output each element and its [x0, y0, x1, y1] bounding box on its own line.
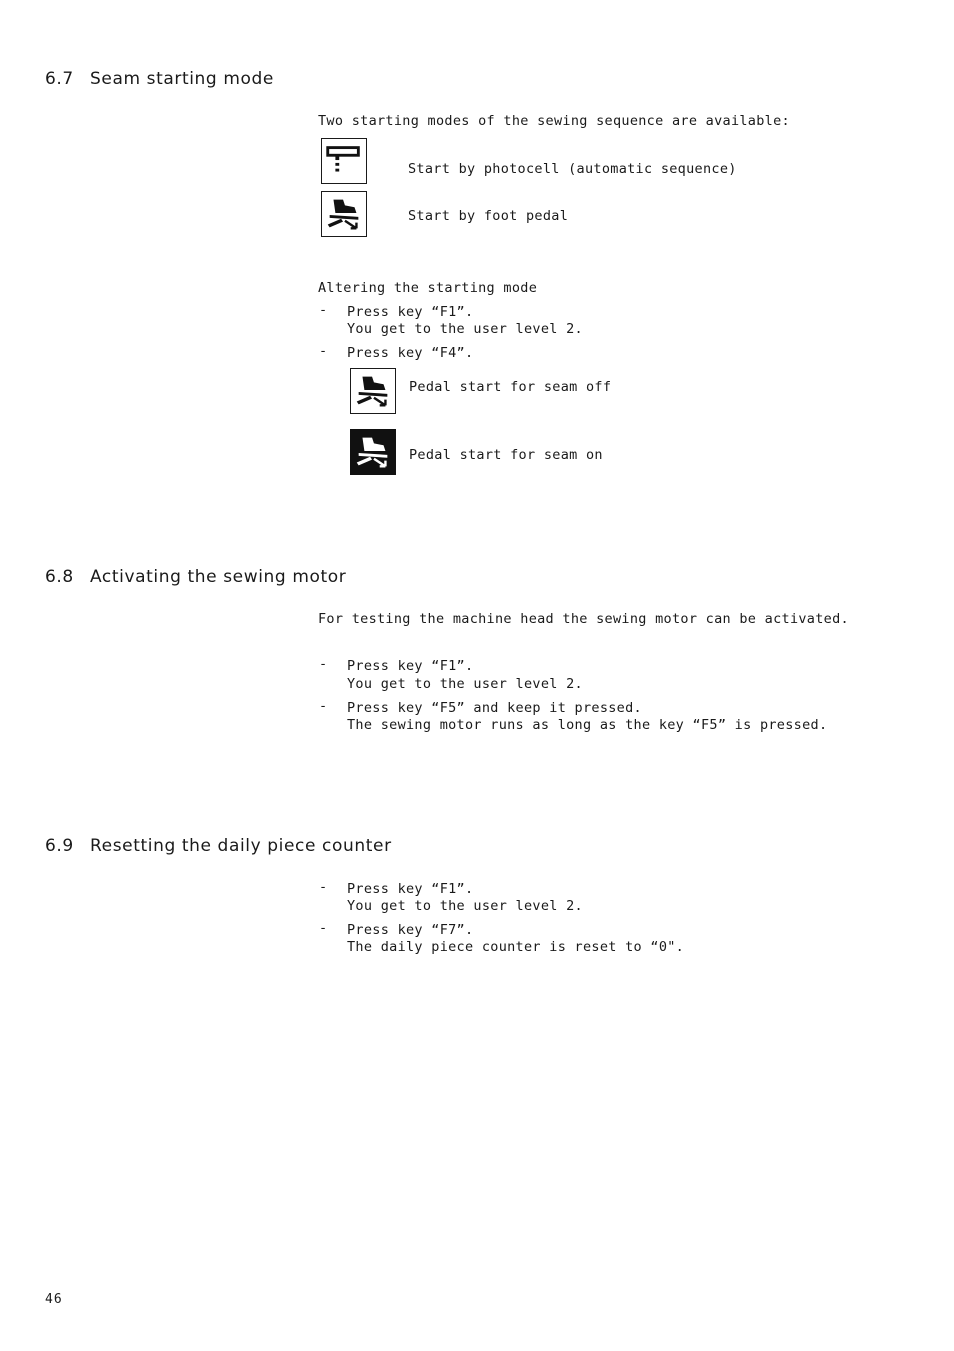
- section-number: 6.8: [45, 567, 74, 587]
- step-line: The sewing motor runs as long as the key “F5” is pressed.: [347, 717, 828, 733]
- step-line: Press key “F1”.: [347, 658, 474, 674]
- section-heading-6-9: [45, 836, 392, 856]
- section-heading-6-7: [45, 69, 274, 89]
- step-line: You get to the user level 2.: [347, 321, 583, 337]
- section-title: Seam starting mode: [90, 69, 274, 89]
- section-number: 6.9: [45, 836, 74, 856]
- mode-label-foot-pedal: Start by foot pedal: [408, 208, 569, 224]
- step-line: Press key “F4”.: [347, 345, 474, 361]
- step-dash: -: [319, 879, 328, 895]
- section-intro: Two starting modes of the sewing sequence are available:: [318, 113, 790, 129]
- step-line: Press key “F1”.: [347, 304, 474, 320]
- step-dash: -: [319, 698, 328, 714]
- step-dash: -: [319, 656, 328, 672]
- section-heading-6-8: [45, 567, 346, 587]
- step-line: Press key “F7”.: [347, 922, 474, 938]
- step-line: You get to the user level 2.: [347, 676, 583, 692]
- page-number: 46: [45, 1292, 63, 1307]
- pedal-label-off: Pedal start for seam off: [409, 379, 612, 395]
- step-line: The daily piece counter is reset to “0".: [347, 939, 685, 955]
- mode-label-photocell: Start by photocell (automatic sequence): [408, 161, 737, 177]
- step-dash: -: [319, 302, 328, 318]
- step-line: Press key “F5” and keep it pressed.: [347, 700, 642, 716]
- subheading-altering: Altering the starting mode: [318, 280, 538, 296]
- step-dash: -: [319, 343, 328, 359]
- section-title: Resetting the daily piece counter: [90, 836, 392, 856]
- photocell-icon: [321, 138, 367, 184]
- pedal-start-off-icon: [350, 368, 396, 414]
- section-title: Activating the sewing motor: [90, 567, 347, 587]
- foot-pedal-icon: [321, 191, 367, 237]
- pedal-start-on-icon: [350, 429, 396, 475]
- pedal-label-on: Pedal start for seam on: [409, 447, 603, 463]
- section-intro: For testing the machine head the sewing motor can be activated.: [318, 611, 849, 627]
- section-number: 6.7: [45, 69, 74, 89]
- step-line: You get to the user level 2.: [347, 898, 583, 914]
- step-dash: -: [319, 920, 328, 936]
- step-line: Press key “F1”.: [347, 881, 474, 897]
